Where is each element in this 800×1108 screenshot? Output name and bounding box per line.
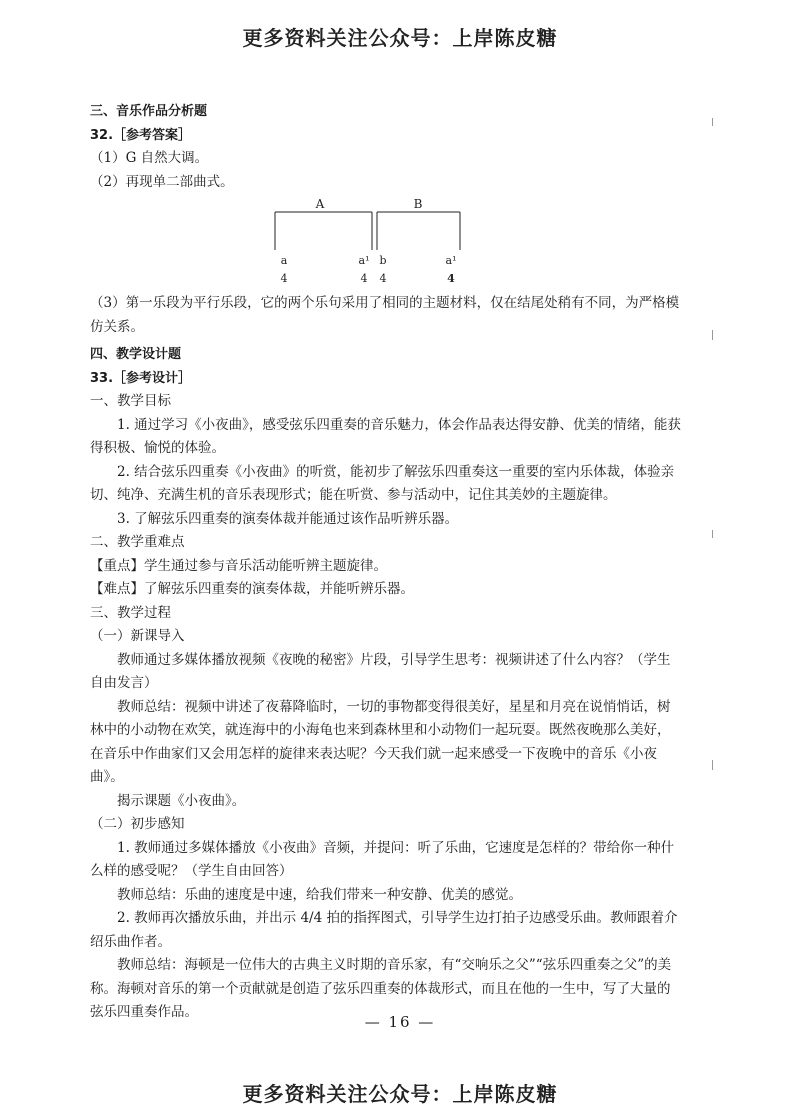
phrase-a1-second-label: a¹ <box>445 254 457 267</box>
question-33-label: 33.［参考设计］ <box>90 370 192 386</box>
goal-1: 1. 通过学习《小夜曲》，感受弦乐四重奏的音乐魅力，体会作品表达得安静、优美的情绪，能获得积极、愉悦的体验。 <box>90 416 681 456</box>
bar-count-1: 4 <box>280 272 288 285</box>
bar-count-2: 4 <box>360 272 368 285</box>
paragraph-1: 教师通过多媒体播放视频《夜晚的秘密》片段，引导学生思考：视频讲述了什么内容？（学生自由发言） <box>90 651 671 691</box>
paragraph-5: 教师总结：乐曲的速度是中速，给我们带来一种安静、优美的感觉。 <box>117 886 522 903</box>
answer-line-2: （2）再现单二部曲式。 <box>90 173 234 190</box>
phrase-b-label: b <box>379 254 387 267</box>
process-heading: 三、教学过程 <box>90 604 171 621</box>
scan-artifact-mark <box>712 330 713 340</box>
paragraph-4: 1. 教师通过多媒体播放《小夜曲》音频，并提问：听了乐曲，它速度是怎样的？带给你一种什么样的感受呢？（学生自由回答） <box>90 839 675 879</box>
scan-artifact-mark <box>712 530 713 538</box>
paragraph-6: 2. 教师再次播放乐曲，并出示 4/4 拍的指挥图式，引导学生边打拍子边感受乐曲。教师跟着介绍乐曲作者。 <box>90 910 678 950</box>
bar-count-4: 4 <box>447 272 455 285</box>
form-diagram-svg <box>260 194 480 286</box>
section-heading-teaching-design: 四、教学设计题 <box>90 347 182 362</box>
scan-artifact-mark <box>712 118 713 126</box>
phrase-a-label: a <box>280 254 288 267</box>
page-number: — 16 — <box>364 1013 436 1031</box>
section-b-label: B <box>413 197 423 211</box>
answer-line-3: （3）第一乐段为平行乐段，它的两个乐句采用了相同的主题材料，仅在结尾处稍有不同，为严格模仿关系。 <box>90 295 680 335</box>
section-a-label: A <box>315 197 325 211</box>
key-heading: 二、教学重难点 <box>90 534 185 550</box>
footer-banner: 更多资料关注公众号：上岸陈皮糖 <box>242 1082 558 1106</box>
part1-heading: （一）新课导入 <box>90 628 185 644</box>
phrase-a1-label: a¹ <box>358 254 370 267</box>
goal-heading: 一、教学目标 <box>90 393 171 409</box>
header-banner: 更多资料关注公众号：上岸陈皮糖 <box>242 26 558 50</box>
goal-3: 3. 了解弦乐四重奏的演奏体裁并能通过该作品听辨乐器。 <box>117 510 459 527</box>
paragraph-2: 教师总结：视频中讲述了夜幕降临时，一切的事物都变得很美好，星星和月亮在说悄悄话，树林中的小动物在欢笑，就连海中的小海龟也来到森林里和小动物们一起玩耍。既然夜晚那么美好，在音乐中作曲家们又会用怎样的旋律来表达呢？今天我们就一起来感受一下夜晚中的音乐《小夜曲》。 <box>90 698 671 785</box>
answer-line-1: （1）G 自然大调。 <box>90 150 209 166</box>
bar-count-3: 4 <box>379 272 387 285</box>
paragraph-3: 揭示课题《小夜曲》。 <box>117 792 246 809</box>
section-heading-music-analysis: 三、音乐作品分析题 <box>90 104 208 119</box>
question-32-label: 32.［参考答案］ <box>90 127 192 143</box>
key-point: 【重点】学生通过参与音乐活动能听辨主题旋律。 <box>90 557 387 574</box>
part2-heading: （二）初步感知 <box>90 816 185 832</box>
scan-artifact-mark <box>712 760 713 770</box>
difficult-point: 【难点】了解弦乐四重奏的演奏体裁，并能听辨乐器。 <box>90 581 414 597</box>
goal-2: 2. 结合弦乐四重奏《小夜曲》的听赏，能初步了解弦乐四重奏这一重要的室内乐体裁，体验亲切、纯净、充满生机的音乐表现形式；能在听赏、参与活动中，记住其美妙的主题旋律。 <box>90 463 675 503</box>
page-content <box>90 100 682 1025</box>
form-diagram <box>90 194 682 292</box>
paragraph-7: 教师总结：海顿是一位伟大的古典主义时期的音乐家，有“交响乐之父”“弦乐四重奏之父”的美称。海顿对音乐的第一个贡献就是创造了弦乐四重奏的体裁形式，而且在他的一生中，写了大量的弦乐四重奏作品。 <box>90 957 672 1020</box>
